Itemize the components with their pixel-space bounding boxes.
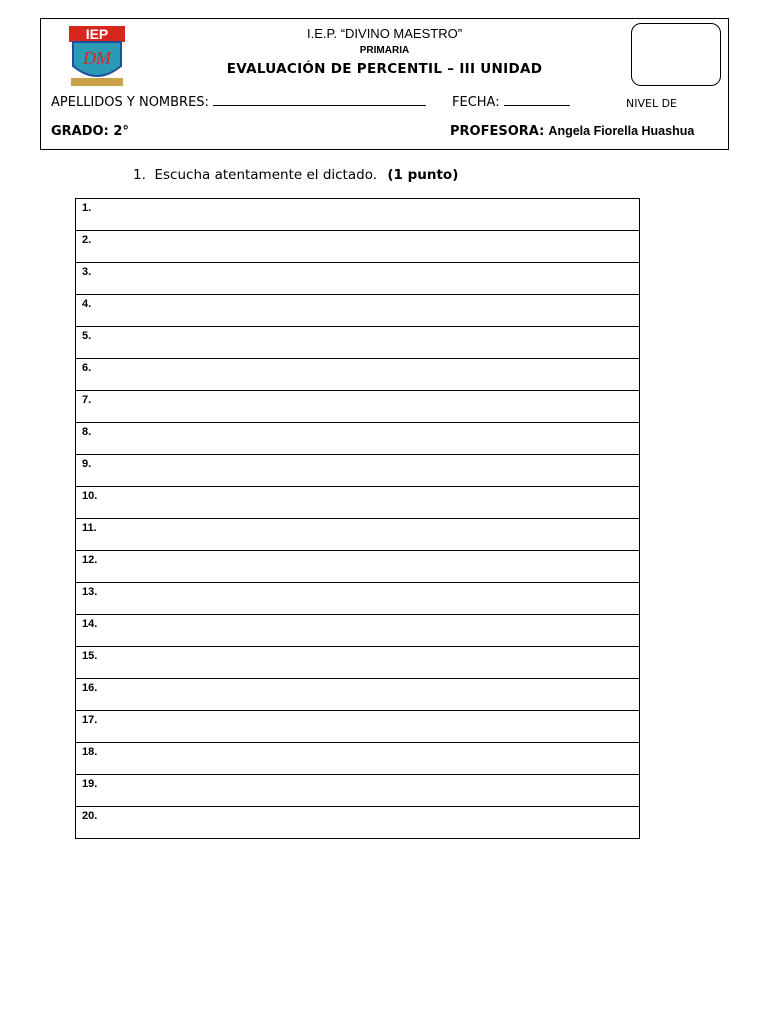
- row-number: 17.: [82, 714, 98, 726]
- dictation-answer-cell[interactable]: [76, 423, 640, 455]
- dictation-answer-cell[interactable]: [76, 519, 640, 551]
- school-name: I.E.P. “DIVINO MAESTRO”: [306, 26, 463, 41]
- dictation-answer-cell[interactable]: [76, 263, 640, 295]
- dictation-answer-cell[interactable]: [76, 391, 640, 423]
- row-number: 10.: [82, 490, 98, 502]
- row-number: 4.: [82, 298, 92, 310]
- row-number: 8.: [82, 426, 92, 438]
- table-row: [76, 263, 640, 295]
- date-blank[interactable]: [504, 93, 570, 106]
- logo-monogram: DM: [83, 48, 111, 68]
- table-row: [76, 327, 640, 359]
- row-number: 9.: [82, 458, 92, 470]
- dictation-answer-cell[interactable]: [76, 199, 640, 231]
- school-level: PRIMARIA: [359, 45, 410, 56]
- dictation-answer-cell[interactable]: [76, 743, 640, 775]
- date-field[interactable]: [452, 93, 570, 110]
- row-number: 2.: [82, 234, 92, 246]
- table-row: [76, 647, 640, 679]
- row-number: 18.: [82, 746, 98, 758]
- dictation-answer-cell[interactable]: [76, 711, 640, 743]
- names-blank[interactable]: [213, 93, 426, 106]
- grade-value: 2°: [113, 124, 129, 139]
- row-number: 6.: [82, 362, 92, 374]
- row-number: 3.: [82, 266, 92, 278]
- score-box: [631, 23, 721, 86]
- table-row: [76, 391, 640, 423]
- row-number: 19.: [82, 778, 98, 790]
- dictation-answer-cell[interactable]: [76, 807, 640, 839]
- grade-line: [51, 124, 129, 139]
- row-number: 5.: [82, 330, 92, 342]
- table-row: [76, 711, 640, 743]
- table-row: [76, 679, 640, 711]
- dictation-answer-cell[interactable]: [76, 455, 640, 487]
- dictation-answer-cell[interactable]: [76, 679, 640, 711]
- grade-label: GRADO:: [51, 124, 109, 139]
- table-row: [76, 359, 640, 391]
- table-row: [76, 519, 640, 551]
- row-number: 12.: [82, 554, 98, 566]
- row-number: 1.: [82, 202, 92, 214]
- instruction: [133, 167, 458, 183]
- exam-header: [40, 18, 729, 150]
- instruction-text: Escucha atentamente el dictado.: [154, 167, 378, 183]
- dictation-table: [75, 198, 640, 839]
- nivel-label: NIVEL DE: [626, 97, 677, 110]
- row-number: 14.: [82, 618, 98, 630]
- table-row: [76, 775, 640, 807]
- names-field[interactable]: [51, 93, 426, 110]
- row-number: 16.: [82, 682, 98, 694]
- row-number: 7.: [82, 394, 92, 406]
- table-row: [76, 231, 640, 263]
- dictation-answer-cell[interactable]: [76, 647, 640, 679]
- instruction-points: (1 punto): [387, 167, 459, 183]
- table-row: [76, 743, 640, 775]
- instruction-number: 1.: [133, 167, 146, 183]
- dictation-answer-cell[interactable]: [76, 327, 640, 359]
- dictation-answer-cell[interactable]: [76, 615, 640, 647]
- date-label: FECHA:: [452, 95, 500, 110]
- dictation-answer-cell[interactable]: [76, 295, 640, 327]
- dictation-answer-cell[interactable]: [76, 231, 640, 263]
- teacher-name: Angela Fiorella Huashua: [548, 124, 695, 138]
- row-number: 11.: [82, 522, 97, 534]
- logo-initials: IEP: [85, 26, 109, 42]
- table-row: [76, 807, 640, 839]
- row-number: 15.: [82, 650, 98, 662]
- table-row: [76, 199, 640, 231]
- table-row: [76, 615, 640, 647]
- exam-title: EVALUACIÓN DE PERCENTIL – III UNIDAD: [226, 61, 543, 77]
- table-row: [76, 295, 640, 327]
- names-label: APELLIDOS Y NOMBRES:: [51, 95, 209, 110]
- dictation-answer-cell[interactable]: [76, 583, 640, 615]
- table-row: [76, 455, 640, 487]
- dictation-answer-cell[interactable]: [76, 775, 640, 807]
- dictation-answer-cell[interactable]: [76, 551, 640, 583]
- table-row: [76, 551, 640, 583]
- teacher-line: [450, 124, 694, 139]
- teacher-label: PROFESORA:: [450, 124, 545, 139]
- dictation-answer-cell[interactable]: [76, 359, 640, 391]
- row-number: 13.: [82, 586, 98, 598]
- table-row: [76, 487, 640, 519]
- dictation-answer-cell[interactable]: [76, 487, 640, 519]
- row-number: 20.: [82, 810, 98, 822]
- table-row: [76, 423, 640, 455]
- table-row: [76, 583, 640, 615]
